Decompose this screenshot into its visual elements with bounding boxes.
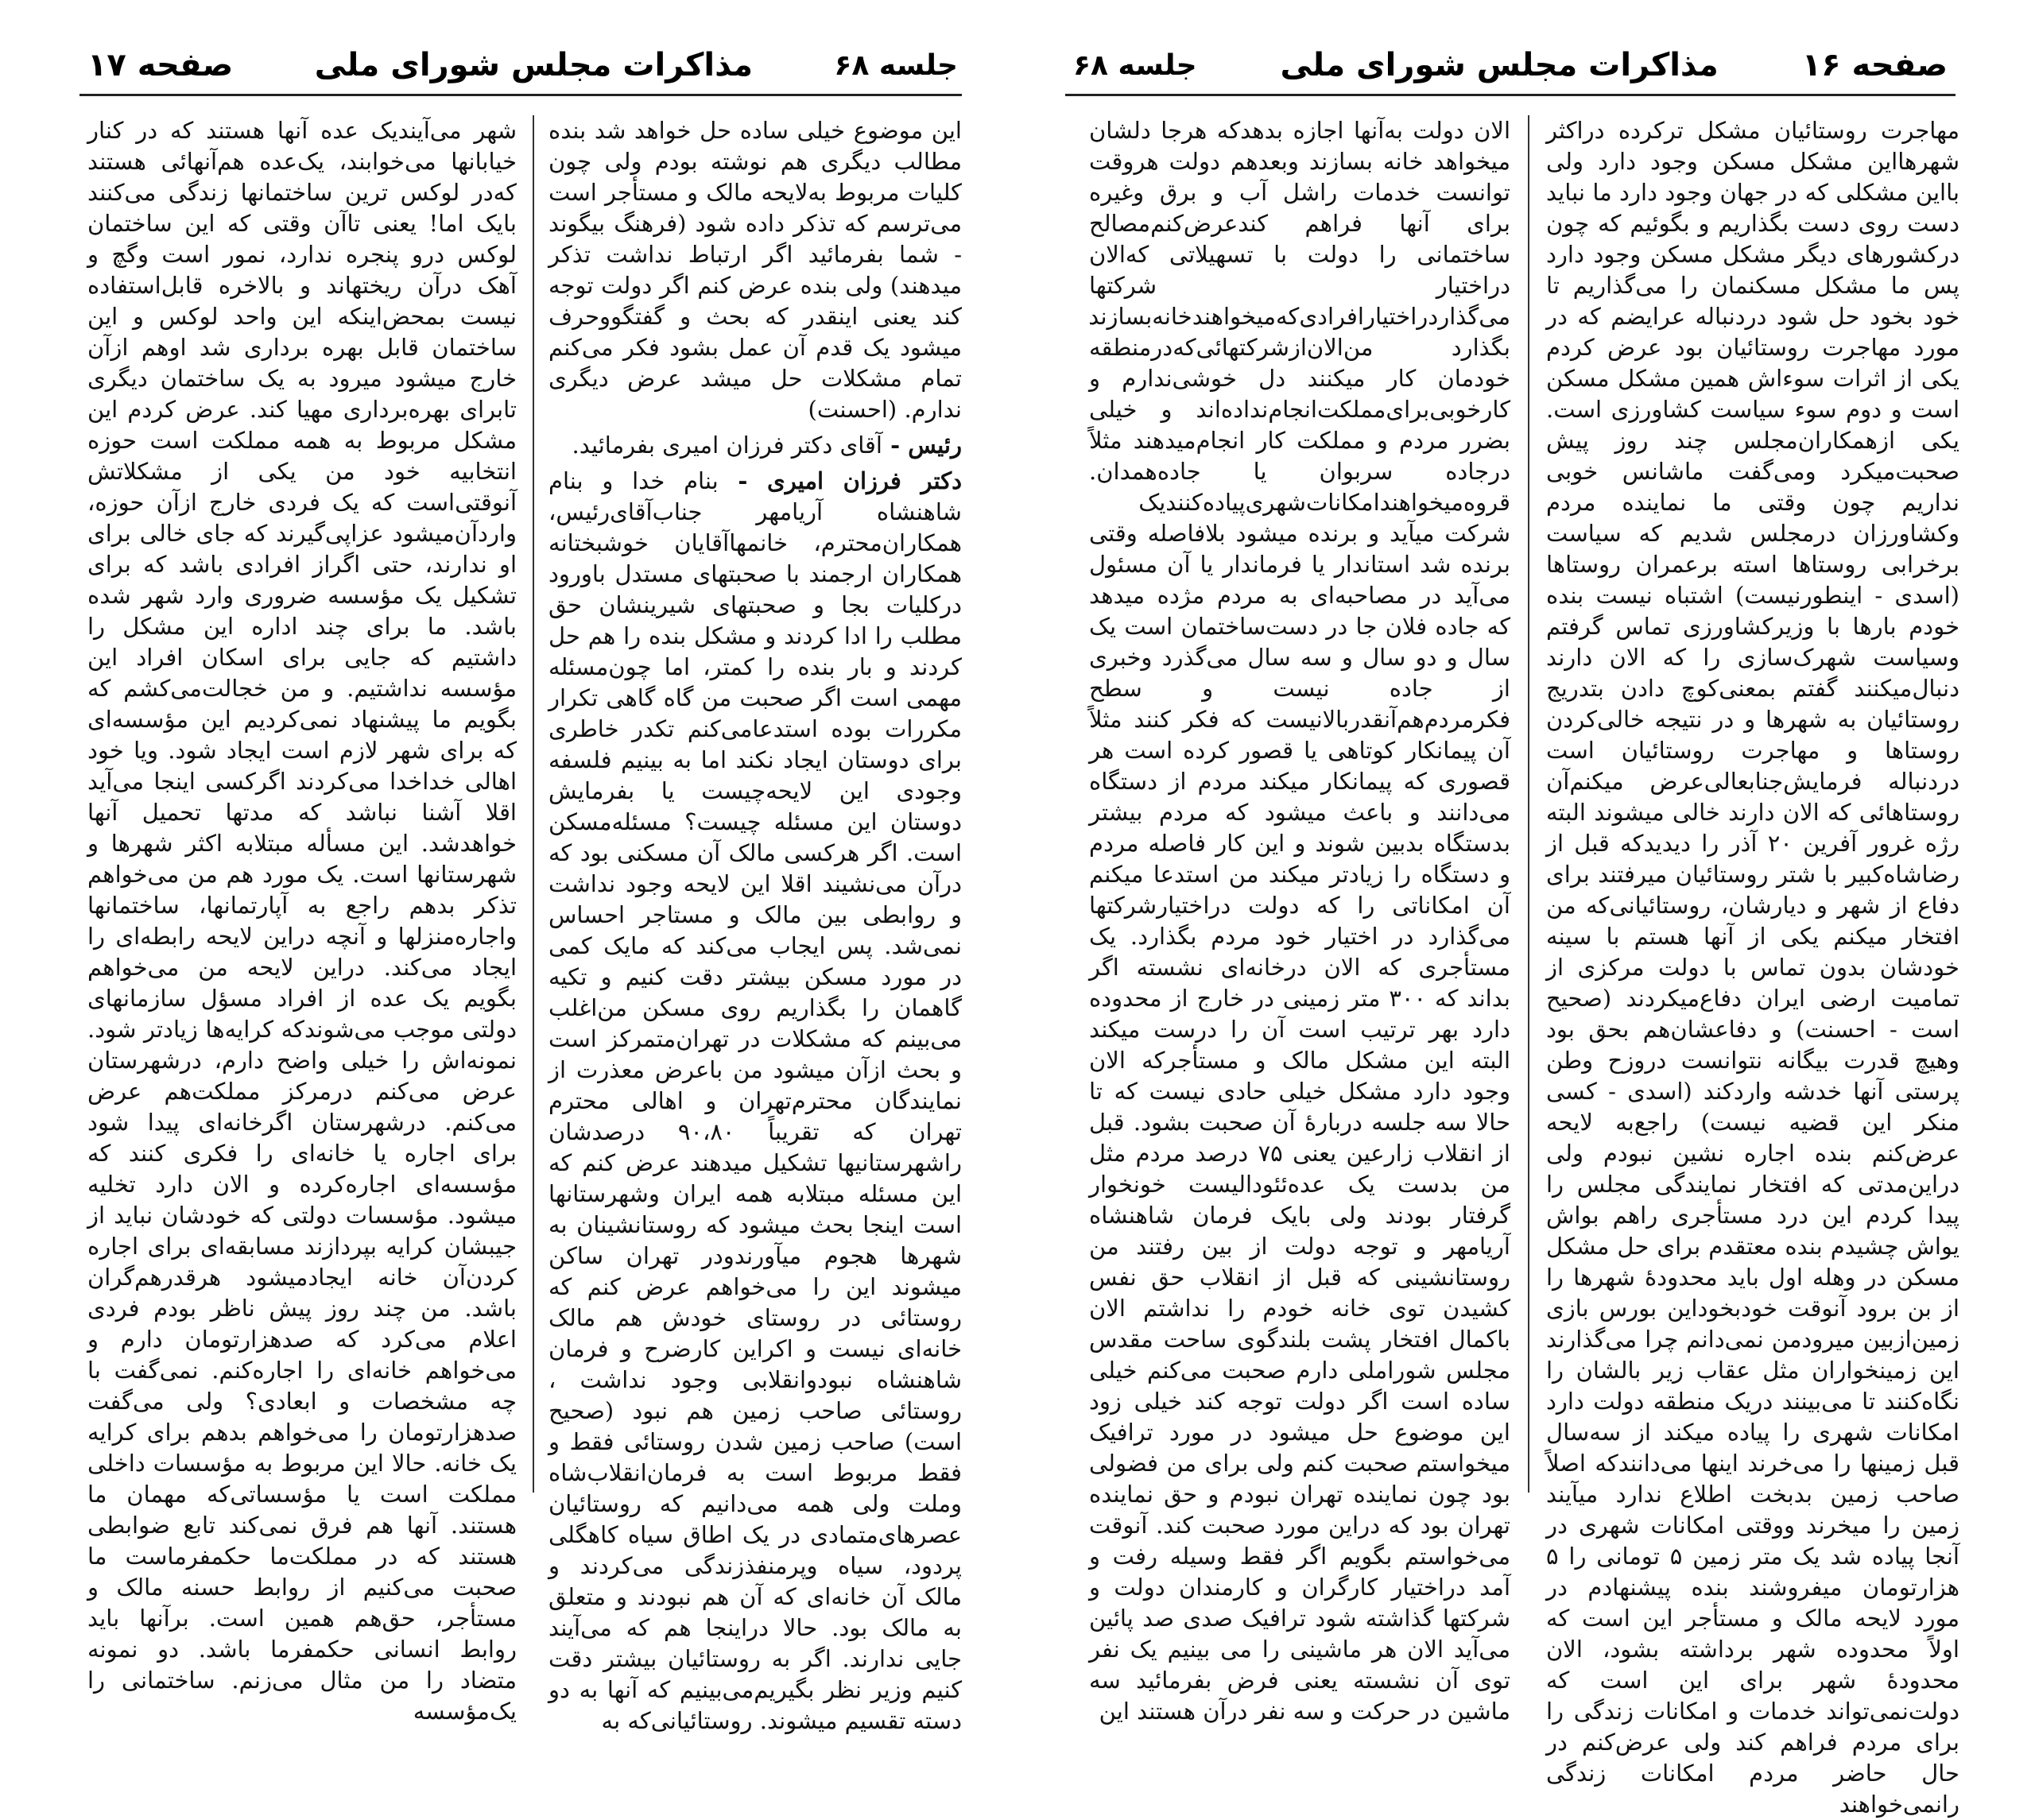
- speaker-name: دکتر فرزان امیری -: [718, 467, 962, 494]
- session-number: جلسه ۶۸: [834, 48, 958, 82]
- session-number: جلسه ۶۸: [1073, 48, 1197, 82]
- paragraph-text: بنام خدا و بنام شاهنشاه آریامهر جناب‌آقای‌رئیس، همکاران‌محترم، خانمها‌آقایان خوشبختانه همکاران ارجمند با صحبتهای مستدل باورود درکلیات بجا و صحبتهای شیرینشان حق مطلب را ادا کردند و مشکل بنده را هم حل کردند و بار بنده را کمتر، اما چون‌مسئله مهمی است اگر صحبت من گاه گاهی تکرار مکررات بوده استدعامی‌کنم تکدر خاطری برای دوستان ایجاد نکند اما به بینیم فلسفه وجودی این لایحه‌چیست یا بفرمایش دوستان این مسئله چیست؟ مسئله‌مسکن است. اگر هرکسی مالک آن مسکنی بود که درآن می‌نشیند اقلا این لایحه وجود نداشت و روابطی بین مالک و مستاجر احساس نمی‌شد. پس ایجاب می‌کند که مایک کمی در مورد مسکن بیشتر دقت کنیم و تکیه گاهمان را بگذاریم روی مسکن من‌اغلب می‌بینم که مشکلات در تهران‌متمرکز است و بحث ازآن میشود من باعرض معذرت از نمایندگان محترم‌تهران و اهالی محترم تهران که تقریباً ۹۰،۸۰ درصدشان راشهرستانیها تشکیل میدهند عرض کنم که این مسئله مبتلابه همه ایران وشهرستانها است اینجا بحث میشود که روستانشینان به شهرها هجوم میآورندودر تهران ساکن میشوند این را می‌خواهم عرض کنم که روستائی در روستای خودش هم مالک خانه‌ای نیست و اکراین کارضرح و فرمان شاهنشاه نبودوانقلابی وجود نداشت ، روستائی صاحب زمین هم نبود (صحیح است) صاحب زمین شدن روستائی فقط و فقط مربوط است به فرمان‌انقلاب‌شاه وملت ولی همه می‌دانیم که روستائیان عصرهای‌متمادی در یک اطاق سیاه کاهگلی پردود، سیاه وپرمنفذزندگی می‌کردند و مالک آن خانه‌ای که آن هم نبودند و متعلق به مالک بود. حالا دراینجا هم که می‌آیند جایی ندارند. اگر به روستائیان بیشتر دقت کنیم وزیر نظر بگیریم‌می‌بینیم که آنها به دو دسته تقسیم میشوند. روستائیانی‌که به: [548, 467, 962, 1734]
- speaker-paragraph: [548, 466, 962, 1737]
- text-column-left: [87, 115, 517, 1725]
- page-header: [1073, 41, 1948, 89]
- text-column-right: [548, 115, 962, 1734]
- speaker-name: رئیس -: [882, 432, 962, 459]
- text-column-right: [1546, 115, 1960, 1818]
- paragraph: شهر می‌آیندیک عده آنها هستند که در کنار خیابانها می‌خوابند، یک‌عده هم‌آنهائی هستند که‌در لوکس ترین ساختمانها زندگی می‌کنند بایک اما! یعنی تاآن وقتی که این ساختمان لوکس درو پنجره ندارد، نمور است وگچ و آهک درآن ریختهاند و بالاخره قابل‌استفاده نیست بمحض‌اینکه این واحد لوکس و این ساختمان قابل بهره برداری شد اوهم ازآن خارج میشود میرود به یک ساختمان دیگری تابرای بهره‌برداری مهیا کند. عرض کردم این مشکل مربوط به همه مملکت است حوزه انتخابیه خود من یکی از مشکلاتش آنوقتی‌است که یک فردی خارج ازآن حوزه، واردآن‌میشود عزاپی‌گیرند که جای خالی برای او ندارند، حتی اگراز افرادی باشد که برای تشکیل یک مؤسسه ضروری وارد شهر شده باشد. ما برای چند اداره این مشکل را داشتیم که جایی برای اسکان افراد این مؤسسه نداشتیم. و من خجالت‌می‌کشم که بگویم ما پیشنهاد نمی‌کردیم این مؤسسه‌ای که برای شهر لازم است ایجاد شود. ویا خود اهالی خداخدا می‌کردند اگرکسی اینجا می‌آید اقلا آشنا نباشد که مدتها تحمیل آنها خواهدشد. این مسأله مبتلابه اکثر شهرها و شهرستانها است. یک مورد هم من می‌خواهم تذکر بدهم راجع به آپارتمانها، ساختمانها واجاره‌منزلها و آنچه دراین لایحه رابطه‌ای را ایجاد می‌کند. دراین لایحه من می‌خواهم بگویم یک عده از افراد مسؤل سازمانهای دولتی موجب می‌شوندکه کرایه‌ها زیادتر شود. نمونه‌اش را خیلی واضح دارم، درشهرستان عرض می‌کنم درمرکز مملکت‌هم عرض می‌کنم. درشهرستان اگرخانه‌ای پیدا شود برای اجاره یا خانه‌ای را فکری کنند که مؤسسه‌ای اجاره‌کرده و الان دارد تخلیه میشود. مؤسسات دولتی که خودشان نباید از جیبشان کرایه بپردازند مسابقه‌ای برای اجاره کردن‌آن خانه ایجادمیشود هرقدرهم‌گران باشد. من چند روز پیش ناظر بودم فردی اعلام می‌کرد که صدهزارتومان دارم و می‌خواهم خانه‌ای را اجاره‌کنم. نمی‌گفت با چه مشخصات و ابعادی؟ ولی می‌گفت صدهزارتومان را می‌خواهم بدهم برای کرایه یک خانه. حالا این مربوط به مؤسسات داخلی مملکت است یا مؤسساتی‌که مهمان ما هستند. آنها هم فرق نمی‌کند تابع ضوابطی هستند که در مملکت‌ما حکمفرماست ما صحبت می‌کنیم از روابط حسنه مالک و مستأجر، حق‌هم همین است. برآنها باید روابط انسانی حکمفرما باشد. دو نمونه متضاد را من مثال می‌زنم. ساختمانی را یک‌مؤسسه: [87, 117, 517, 1725]
- speaker-text: آقای دکتر فرزان امیری بفرمائید.: [572, 432, 882, 459]
- page-header: [87, 41, 958, 89]
- page-16: [1018, 0, 2035, 1818]
- paragraph: مهاجرت روستائیان مشکل ترکرده دراکثر شهرهااین مشکل مسکن وجود دارد ولی بااین مشکلی که در جهان وجود دارد ما نباید دست روی دست بگذاریم و بگوئیم که چون درکشورهای دیگر مشکل مسکن وجود دارد پس ما مشکل مسکنمان را می‌گذاریم تا خود بخود حل شود دردنباله عرایضم که در مورد مهاجرت روستائیان بود عرض کردم یکی از اثرات سوءاش همین مشکل مسکن است و دوم سوء سیاست کشاورزی است. یکی ازهمکاران‌مجلس چند روز پیش صحبت‌میکرد ومی‌گفت ماشانس خوبی نداریم چون وقتی ما نماینده مردم وکشاورزان درمجلس شدیم که سیاست برخرابی روستاها استه برعمران روستاها (اسدی - اینطورنیست) اشتباه نیست بنده خودم بارها با وزیرکشاورزی تماس گرفتم وسیاست شهرک‌سازی را که الان دارند دنبال‌میکنند گفتم بمعنی‌کوچ دادن بتدریج روستائیان به شهرها و در نتیجه خالی‌کردن روستاها و مهاجرت روستائیان است دردنباله فرمایش‌جنابعالی‌عرض میکنم‌آن روستاهائی که الان دارند خالی میشوند البته رژه غرور آفرین ۲۰ آذر را دیدیدکه قبل از رضاشاه‌کبیر با شتر روستائیان میرفتند برای دفاع از شهر و دیارشان، روستائیانی‌که من افتخار میکنم یکی از آنها هستم با سینه خودشان بدون تماس با دولت مرکزی از تمامیت ارضی ایران دفاع‌میکردند (صحیح است - احسنت) و دفاعشان‌هم بحق بود وهیچ قدرت بیگانه نتوانست دروزح وطن پرستی آنها خدشه واردکند (اسدی - کسی منکر این قضیه نیست) راجع‌به لایحه عرض‌کنم بنده اجاره نشین نبودم ولی دراین‌مدتی که افتخار نمایندگی مجلس را پیدا کردم این درد مستأجری راهم بواش یواش چشیدم بنده معتقدم برای حل مشکل مسکن در وهله اول باید محدودهٔ شهرها را از بن برود آنوقت خودبخوداین بورس بازی زمین‌ازبین میرودمن نمی‌دانم چرا می‌گذارند این زمینخواران مثل عقاب زیر بالشان را نگاه‌کنند تا می‌بینند دریک منطقه دولت دارد امکانات شهری را پیاده میکند از سه‌سال قبل زمینها را می‌خرند اینها می‌دانندکه اصلاً صاحب زمین بدبخت اطلاع ندارد میآیند زمین را میخرند ووقتی امکانات شهری در آنجا پیاده شد یک متر زمین ۵ تومانی را ۵ هزارتومان میفروشند بنده پیشنهادم در مورد لایحه مالک و مستأجر این است که اولاً محدوده شهر برداشته بشود، الان محدودهٔ شهر برای این است که دولت‌نمی‌تواند خدمات و امکانات زندگی را برای مردم فراهم کند ولی عرض‌کنم در حال حاضر مردم امکانات زندگی رانمی‌خواهند: [1546, 117, 1960, 1818]
- column-divider: [1528, 115, 1529, 1493]
- speaker-line: [548, 430, 962, 461]
- page-number: صفحه ۱۶: [1801, 47, 1948, 83]
- page-17: [0, 0, 1018, 1734]
- paragraph: الان دولت به‌آنها اجازه بدهدکه هرجا دلشان میخواهد خانه بسازند وبعدهم دولت هروقت توانست خدمات راشل آب و برق وغیره برای آنها فراهم کندعرض‌کنم‌مصالح ساختمانی را دولت با تسهیلاتی که‌الان دراختیار شرکتها می‌گذاردراختیارافرادی‌که‌میخواهندخانه‌بسازند بگذارد من‌الان‌ازشرکتهائی‌که‌درمنطقه خودمان کار میکنند دل خوشی‌ندارم و کارخوبی‌برای‌مملکت‌انجام‌نداده‌اند و خیلی بضرر مردم و مملکت کار انجام‌میدهند مثلاً درجاده سربوان یا جاده‌همدان. قروه‌میخواهندامکانات‌شهری‌پیاده‌کنندیک شرکت میآید و برنده میشود بلافاصله وقتی برنده شد استاندار یا فرماندار یا آن مسئول می‌آید در مصاحبه‌ای به مردم مژده میدهد که جاده فلان جا در دست‌ساختمان است یک سال و دو سال و سه سال می‌گذرد وخبری از جاده نیست و سطح فکرمردم‌هم‌آنقدربالانیست که فکر کنند مثلاً آن پیمانکار کوتاهی یا قصور کرده است هر قصوری که پیمانکار میکند مردم از دستگاه می‌دانند و باعث میشود که مردم بیشتر بدستگاه بدبین شوند و این کار فاصله مردم و دستگاه را زیادتر میکند من استدعا میکنم آن امکاناتی را که دولت دراختیارشرکتها می‌گذارد در اختیار خود مردم بگذارد. یک مستأجری که الان درخانه‌ای نشسته اگر بداند که ۳۰۰ متر زمینی در خارج از محدوده دارد بهر ترتیب است آن را درست میکند البته این مشکل مالک و مستأجرکه الان وجود دارد مشکل خیلی حادی نیست که تا حالا سه جلسه دربارهٔ آن صحبت بشود. قبل از انقلاب زارعین یعنی ۷۵ درصد مردم مثل من بدست یک عده‌ئئودالیست خونخوار گرفتار بودند ولی بایک فرمان شاهنشاه آریامهر و توجه دولت از بین رفتند من روستانشینی که قبل از انقلاب حق نفس کشیدن توی خانه خودم را نداشتم الان باکمال افتخار پشت بلندگوی ساحت مقدس مجلس شوراملی دارم صحبت می‌کنم خیلی ساده است اگر دولت توجه کند خیلی زود این موضوع حل میشود در مورد ترافیک میخواستم صحبت کنم ولی برای من فضولی بود چون نماینده تهران نبودم و حق نماینده تهران بود که دراین مورد صحبت کند. آنوقت می‌خواستم بگویم اگر فقط وسیله رفت و آمد دراختیار کارگران و کارمندان دولت و شرکتها گذاشته شود ترافیک صدی صد پائین می‌آید الان هر ماشینی را می بینیم یک نفر توی آن نشسته یعنی فرض بفرمائید سه ماشین در حرکت و سه نفر درآن هستند این: [1088, 117, 1510, 1725]
- column-divider: [533, 115, 534, 1493]
- header-rule: [1065, 94, 1956, 96]
- paragraph: این موضوع خیلی ساده حل خواهد شد بنده مطالب دیگری هم نوشته بودم ولی چون کلیات مربوط به‌لایحه مالک و مستأجر است می‌ترسم که تذکر داده شود (فرهنگ بیگوند - شما بفرمائید اگر ارتباط نداشت تذکر میدهند) ولی بنده عرض کنم اگر دولت توجه کند یعنی اینقدر که بحث و گفتگووحرف میشود یک قدم آن عمل بشود فکر می‌کنم تمام مشکلات حل میشد عرض دیگری ندارم. (احسنت): [548, 117, 962, 423]
- publication-title: مذاکرات مجلس شورای ملی: [314, 47, 753, 83]
- header-rule: [79, 94, 962, 96]
- page-number: صفحه ۱۷: [87, 47, 234, 83]
- publication-title: مذاکرات مجلس شورای ملی: [1280, 47, 1719, 83]
- text-column-left: [1088, 115, 1510, 1725]
